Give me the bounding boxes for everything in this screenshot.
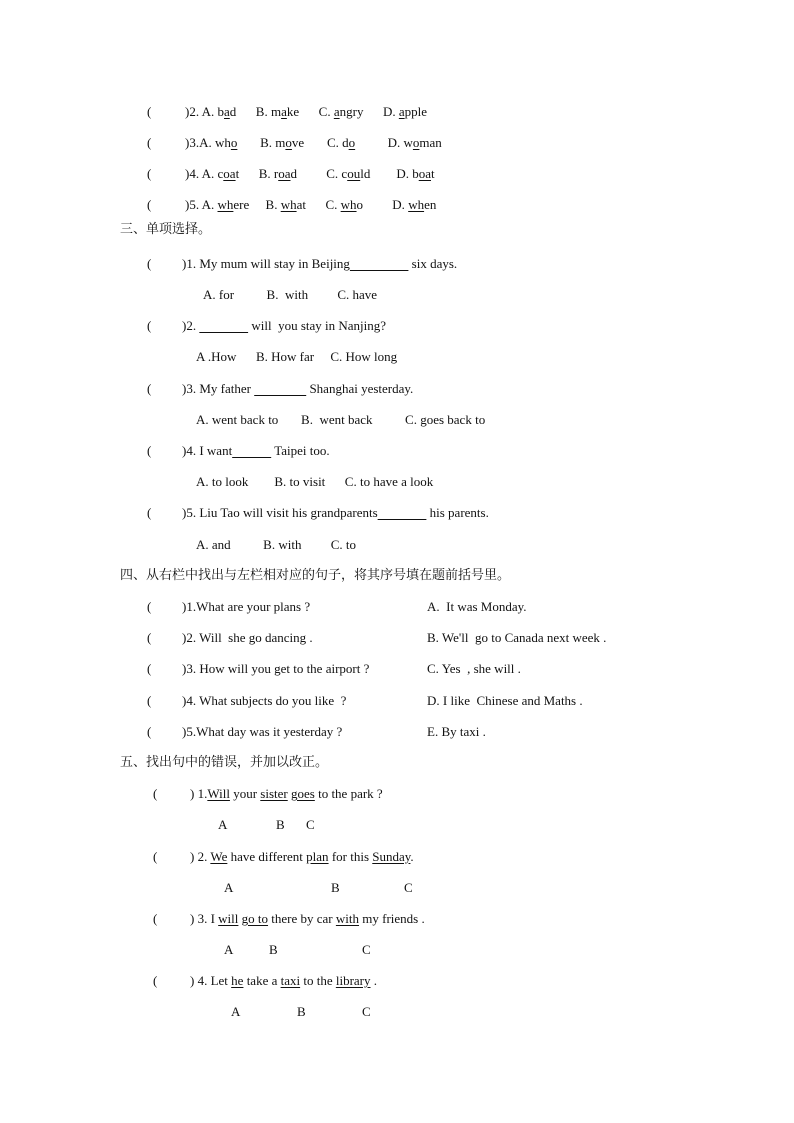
match-left-4: )4. What subjects do you like ? (182, 693, 347, 708)
match-right-b: B. We'll go to Canada next week . (427, 630, 607, 645)
section-4-heading: 四、从右栏中找出与左栏相对应的句子，将其序号填在题前括号里。 (120, 568, 511, 583)
answer-bracket[interactable]: ( (147, 630, 152, 645)
answer-bracket[interactable]: ( (147, 505, 152, 520)
phonics-question: )4. A. coat B. road C. could D. boat (185, 166, 435, 181)
label-b: B (331, 880, 340, 895)
match-left-5: )5.What day was it yesterday ? (182, 724, 343, 739)
options-3-4: A. to look B. to visit C. to have a look (196, 474, 434, 489)
match-right-e: E. By taxi . (427, 724, 486, 739)
answer-blank[interactable] (232, 443, 271, 458)
options-3-1: A. for B. with C. have (203, 287, 378, 302)
match-left-3: )3. How will you get to the airport ? (182, 661, 370, 676)
question-3-5: )5. Liu Tao will visit his grandparents his parents. (182, 505, 489, 520)
label-a: A (224, 942, 234, 957)
answer-bracket[interactable]: ( (147, 104, 152, 119)
options-3-2: A .How B. How far C. How long (196, 349, 398, 364)
phonics-question: )2. A. bad B. make C. angry D. apple (185, 104, 428, 119)
label-b: B (297, 1004, 306, 1019)
label-a: A (231, 1004, 241, 1019)
label-b: B (269, 942, 278, 957)
answer-bracket[interactable]: ( (153, 973, 158, 988)
label-c: C (404, 880, 413, 895)
match-right-a: A. It was Monday. (427, 599, 527, 614)
answer-bracket[interactable]: ( (147, 256, 152, 271)
match-right-c: C. Yes , she will . (427, 661, 521, 676)
answer-bracket[interactable]: ( (147, 318, 152, 333)
match-left-1: )1.What are your plans ? (182, 599, 311, 614)
answer-blank[interactable] (254, 381, 306, 396)
error-sentence-2: ) 2. We have different plan for this Sunday. (190, 849, 414, 864)
answer-bracket[interactable]: ( (147, 693, 152, 708)
answer-bracket[interactable]: ( (147, 724, 152, 739)
answer-bracket[interactable]: ( (147, 443, 152, 458)
match-right-d: D. I like Chinese and Maths . (427, 693, 583, 708)
match-left-2: )2. Will she go dancing . (182, 630, 313, 645)
answer-bracket[interactable]: ( (147, 166, 152, 181)
options-3-3: A. went back to B. went back C. goes back to (196, 412, 486, 427)
question-3-1: )1. My mum will stay in Beijing six days. (182, 256, 458, 271)
answer-bracket[interactable]: ( (147, 599, 152, 614)
answer-bracket[interactable]: ( (147, 661, 152, 676)
question-3-4: )4. I want Taipei too. (182, 443, 330, 458)
answer-blank[interactable] (199, 318, 248, 333)
section-3-heading: 三、单项选择。 (120, 222, 212, 237)
question-3-3: )3. My father Shanghai yesterday. (182, 381, 414, 396)
answer-bracket[interactable]: ( (147, 381, 152, 396)
answer-bracket[interactable]: ( (153, 911, 158, 926)
question-3-2: )2. will you stay in Nanjing? (182, 318, 387, 333)
label-c: C (306, 817, 315, 832)
answer-bracket[interactable]: ( (153, 849, 158, 864)
answer-blank[interactable] (350, 256, 409, 271)
answer-bracket[interactable]: ( (153, 786, 158, 801)
label-c: C (362, 1004, 371, 1019)
error-sentence-3: ) 3. I will go to there by car with my friends . (190, 911, 425, 926)
error-sentence-1: ) 1.Will your sister goes to the park ? (190, 786, 383, 801)
options-3-5: A. and B. with C. to (196, 537, 356, 552)
phonics-question: )5. A. where B. what C. who D. when (185, 197, 437, 212)
section-5-heading: 五、找出句中的错误，并加以改正。 (120, 755, 329, 770)
label-b: B (276, 817, 285, 832)
label-a: A (218, 817, 228, 832)
label-c: C (362, 942, 371, 957)
answer-blank[interactable] (378, 505, 427, 520)
phonics-question: )3.A. who B. move C. do D. woman (185, 135, 442, 150)
answer-bracket[interactable]: ( (147, 197, 152, 212)
label-a: A (224, 880, 234, 895)
answer-bracket[interactable]: ( (147, 135, 152, 150)
error-sentence-4: ) 4. Let he take a taxi to the library . (190, 973, 378, 988)
